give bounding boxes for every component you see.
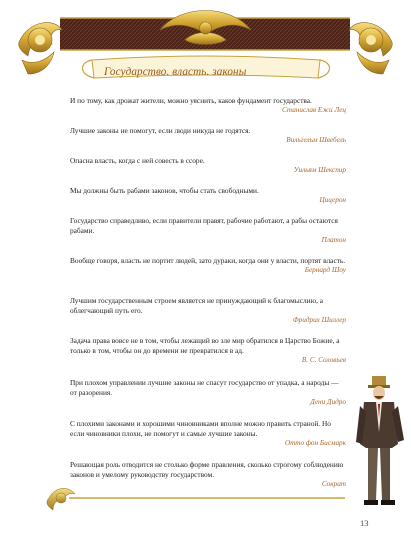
quote-author: Вильгельм Швебель bbox=[286, 136, 346, 145]
quote-text: При плохом управлении лучшие законы не спасут государство от упадка, а народы — от разорения. bbox=[70, 378, 339, 398]
quote-text: Лучшие законы не помогут, если люди никуда не годятся. bbox=[70, 126, 251, 135]
quote-author: Цицерон bbox=[319, 196, 346, 205]
quote-author: Платон bbox=[321, 236, 346, 245]
page-number: 13 bbox=[360, 518, 369, 528]
quote-author: Уильям Шекспир bbox=[293, 166, 346, 175]
quote-text: Вообще говоря, власть не портит людей, зато дураки, когда они у власти, портят власть. bbox=[70, 256, 346, 265]
chapter-title bbox=[104, 62, 254, 78]
quote-item bbox=[70, 126, 346, 146]
quote-author: В. С. Соловьев bbox=[301, 356, 346, 365]
quote-text: С плохими законами и хорошими чиновниками вполне можно править страной. Но если чиновники плохи, не помогут и самые лучшие законы. bbox=[70, 419, 331, 439]
quote-author: Станислав Ежи Лец bbox=[282, 106, 346, 115]
quote-author: Отто фон Бисмарк bbox=[284, 439, 346, 448]
quote-item bbox=[70, 419, 346, 449]
quote-item bbox=[70, 96, 346, 116]
quote-item bbox=[70, 336, 346, 366]
quote-item bbox=[70, 296, 346, 326]
quote-text: Задача права вовсе не в том, чтобы лежащий во зле мир обратился в Царство Божие, а только в том, чтобы он до времени не превратился в ад. bbox=[70, 336, 340, 356]
quote-item bbox=[70, 186, 346, 206]
quote-text: Мы должны быть рабами законов, чтобы стать свободными. bbox=[70, 186, 259, 195]
quote-text: Опасна власть, когда с ней совесть в ссоре. bbox=[70, 156, 205, 165]
quote-text: И по тому, как дрожат жители, можно уяснить, каков фундамент государства. bbox=[70, 96, 312, 105]
chapter-title-text: Государство. власть. законы bbox=[104, 66, 247, 78]
quote-item bbox=[70, 156, 346, 176]
quote-text: Лучшим государственным строем является не принуждающий к благомыслию, а облегчающий путь его. bbox=[70, 296, 324, 316]
quote-text: Государство справедливо, если правители правят, рабочие работают, а рабы остаются рабами. bbox=[70, 216, 338, 236]
quote-text: Решающая роль отводится не столько форме правления, сколько строгому соблюдению законов и умелому руководству государством. bbox=[70, 460, 344, 480]
quote-item bbox=[70, 216, 346, 246]
quote-author: Фридрих Шиллер bbox=[292, 316, 346, 325]
quote-item bbox=[70, 256, 346, 276]
quote-item bbox=[70, 378, 346, 408]
quote-author: Бернард Шоу bbox=[304, 266, 346, 275]
header-ornament bbox=[0, 0, 411, 92]
quote-author: Дени Дидро bbox=[310, 398, 346, 407]
footer-ornament bbox=[45, 484, 365, 514]
quote-author: Сократ bbox=[321, 480, 346, 489]
